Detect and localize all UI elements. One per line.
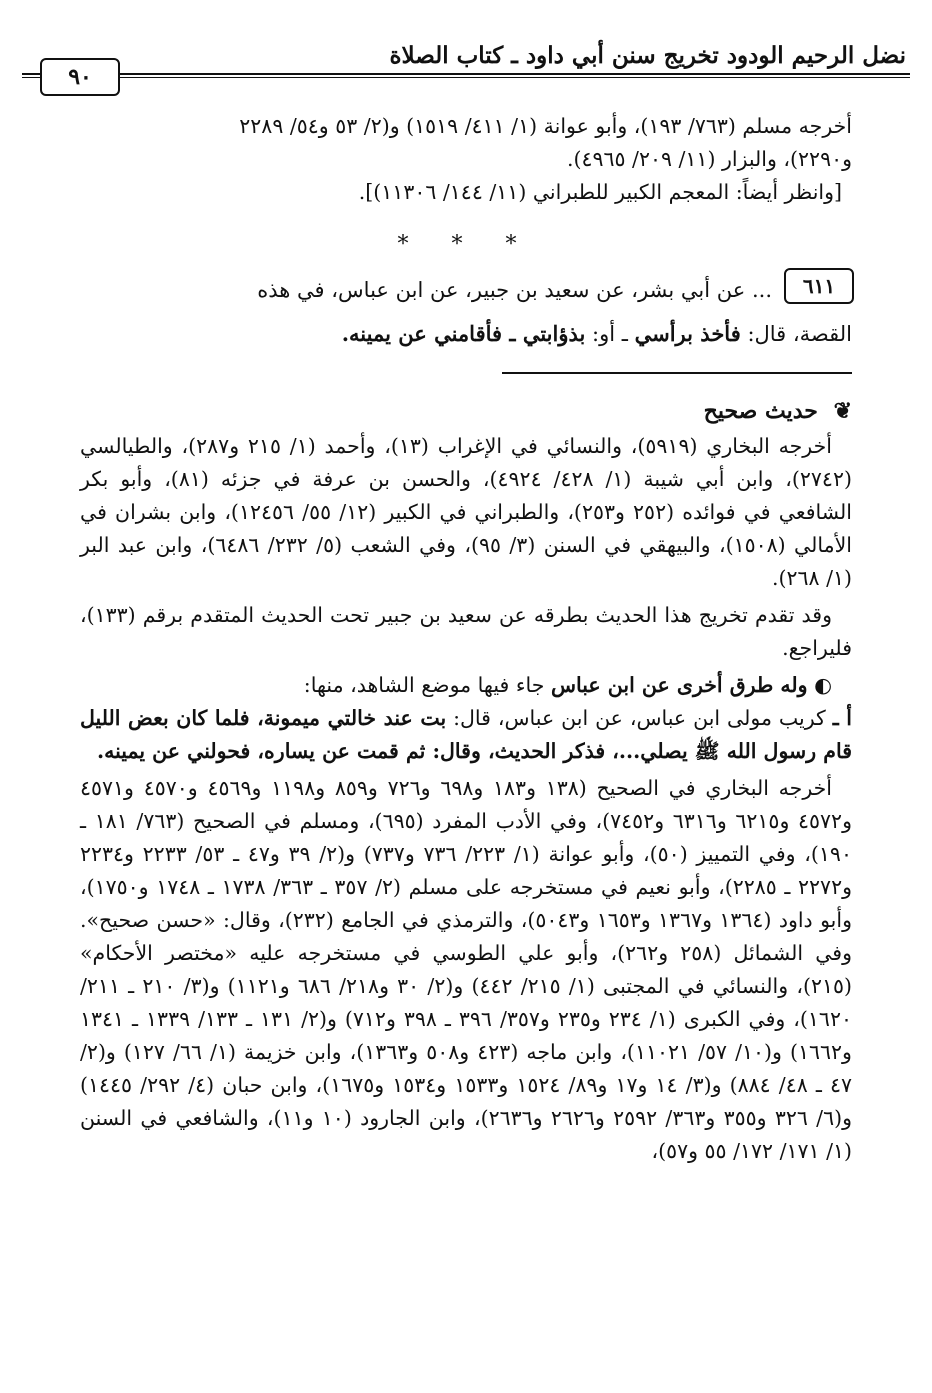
separator-stars: * * *	[397, 232, 535, 257]
flower-icon: ❦	[833, 398, 852, 424]
takhrij-paragraph-4	[80, 702, 852, 768]
hadith-bold-1: فأخذ برأسي	[634, 321, 741, 346]
hadith-text-c: ـ أو:	[592, 322, 628, 346]
takhrij-paragraph-2: وقد تقدم تخريج هذا الحديث بطرقه عن سعيد بن جبير تحت الحديث المتقدم برقم (١٣٣)، فليراجع.	[80, 603, 852, 660]
hadith-bold-2: بذؤابتي ـ فأقامني عن يمينه.	[341, 321, 586, 346]
hadith-number-badge: ٦١١	[784, 268, 854, 304]
page-number-badge: ٩٠	[40, 58, 120, 96]
other-routes-rest: جاء فيها موضع الشاهد، منها:	[303, 673, 545, 697]
takhrij-paragraph-5: أخرجه البخاري في الصحيح (١٣٨ و١٨٣ و٦٩٨ و٧٢٦ و٨٥٩ و١١٩٨ و٤٥٦٩ و٤٥٧٠ و٤٥٧١ و٤٥٧٢ و٦٢١٥ و٦٣١٦ و٧٤٥٢)، وفي الأدب المفرد (٦٩٥)، ومسلم في الصحيح (٧٦٣/ ١٨١ ـ ١٩٠)، وفي التمييز (٥٠)، وأبو عوانة (١/ ٢٢٣/ ٧٣٦ و٧٣٧) و(٢/ ٣٩ و٤٧ ـ ٥٣/ ٢٢٣٣ و٢٢٣٤ و٢٢٧٢ ـ ٢٢٨٥)، وأبو نعيم في مستخرجه على مسلم (٢/ ٣٥٧ ـ ٣٦٣/ ١٧٣٨ ـ ١٧٤٨ و١٧٥٠)، وأبو داود (١٣٦٤ و١٣٦٧ و١٦٥٣ و٥٠٤٣)، والترمذي في الجامع (٢٣٢)، وقال: «حسن صحيح». وفي الشمائل (٢٥٨ و٢٦٢)، وأبو علي الطوسي في مستخرجه عليه «مختصر الأحكام» (٢١٥)، والنسائي في المجتبى (١/ ٢١٥/ ٤٤٢) و(٢/ ٣٠ و٢١٨/ ٦٨٦ و١١٢١) و(٣/ ٢١٠ ـ ٢١١/ ١٦٢٠)، وفي الكبرى (١/ ٢٣٤ و٢٣٥ و٣٥٧/ ٣٩٦ ـ ٣٩٨ و٧١٢) و(٢/ ١٣١ ـ ١٣٣/ ١٣٣٩ ـ ١٣٤١ و١٦٦٢) و(١٠/ ٥٧/ ١١٠٢١)، وابن ماجه (٤٢٣ و٥٠٨ و١٣٦٣)، وابن خزيمة (١/ ٦٦/ ١٢٧) و(٢/ ٤٧ ـ ٤٨/ ٨٨٤) و(٣/ ١٤ و١٧ و٨٩/ ١٥٢٤ و١٥٣٣ و١٥٣٤ و١٦٧٥)، وابن حبان (٤/ ٢٩٢/ ١٤٤٥) و(٦/ ٣٢٦ و٣٥٥ و٣٦٣/ ٢٥٩٢ و٢٦٢٦ و٢٦٣٦)، وابن الجارود (١٠ و١١)، والشافعي في السنن (١/ ١٧١/ ١٧٢/ ٥٥ و٥٧)،	[80, 776, 853, 1163]
intro-line-3: [وانظر أيضاً: المعجم الكبير للطبراني (١١/ ١٤٤/ ١١٣٠٦)].	[358, 180, 842, 204]
section-divider	[502, 372, 852, 374]
route-a-text: كريب مولى ابن عباس، عن ابن عباس، قال:	[453, 706, 826, 730]
other-routes-bold: وله طرق أخرى عن ابن عباس	[550, 673, 808, 697]
hadith-line-2	[80, 312, 852, 356]
route-label-a: أ ـ	[832, 706, 852, 730]
hadith-text	[80, 268, 852, 356]
hadith-text-b: القصة، قال:	[747, 322, 852, 346]
takhrij-block	[80, 430, 852, 1168]
takhrij-paragraph-3	[80, 669, 832, 702]
intro-line-1: أخرجه مسلم (٧٦٣/ ١٩٣)، وأبو عوانة (١/ ٤١١/ ١٥١٩) و(٢/ ٥٣ و٥٤/ ٢٢٨٩	[239, 114, 852, 138]
header-rule	[22, 73, 910, 75]
hadith-line-1: ... عن أبي بشر، عن سعيد بن جبير، عن ابن عباس، في هذه	[257, 278, 772, 302]
running-header: نضل الرحيم الودود تخريج سنن أبي داود ـ كتاب الصلاة	[389, 42, 906, 69]
takhrij-paragraph-1: أخرجه البخاري (٥٩١٩)، والنسائي في الإغراب (١٣)، وأحمد (١/ ٢١٥ و٢٨٧)، والطيالسي (٢٧٤٢)، وابن أبي شيبة (١/ ٤٢٨/ ٤٩٢٤)، والحسن بن عرفة في جزئه (٨١)، وأبو بكر الشافعي في فوائده (٢٥٢ و٢٥٣)، والطبراني في الكبير (١٢/ ٥٥/ ١٢٤٥٦)، وابن بشران في الأمالي (١٥٠٨)، والبيهقي في السنن (٣/ ٩٥)، وفي الشعب (٥/ ٢٣٢/ ٦٤٨٦)، وابن عبد البر (١/ ٢٦٨).	[80, 434, 852, 590]
header-rule-thin	[22, 77, 910, 78]
intro-block	[80, 110, 852, 209]
grade-heading	[704, 398, 852, 424]
grade-label: حديث صحيح	[703, 398, 818, 424]
intro-line-2: و٢٢٩٠)، والبزار (١١/ ٢٠٩/ ٤٩٦٥).	[566, 147, 852, 171]
route-a-bold: بت عند خالتي ميمونة، فلما كان بعض الليل قام رسول الله ﷺ يصلي...، فذكر الحديث، وقال: ثم قمت عن يساره، فحولني عن يمينه.	[80, 706, 852, 763]
half-circle-icon: ◐	[814, 673, 832, 697]
